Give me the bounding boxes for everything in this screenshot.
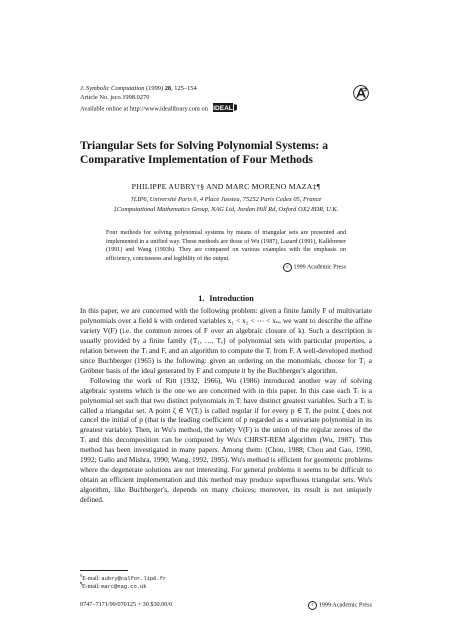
author-list: PHILIPPE AUBRY†§ AND MARC MORENO MAZA‡¶ — [131, 182, 321, 191]
abstract-copyright-text: 1999 Academic Press — [293, 264, 346, 271]
footnote-2-email: marc@nag.co.uk — [101, 583, 147, 590]
online-availability — [80, 103, 239, 115]
ideal-logo-text: IDEAL — [212, 104, 233, 112]
journal-year: (1999) — [146, 85, 164, 92]
footnote-2-label: E-mail: — [82, 583, 102, 590]
online-url-text: Available online at http://www.idealibrary.com on — [80, 105, 208, 113]
article-number: Article No. jsco.1998.0270 — [80, 94, 150, 102]
abstract-copyright — [106, 263, 346, 272]
footer-copyright — [308, 601, 372, 610]
abstract-text: Four methods for solving polynomial systems by means of triangular sets are presented and implemented in a unified way. These methods are those of Wu (1987), Lazard (1991), Kalkbrener (1991) and Wang (1993b). They are compared on various examples with the emphasis on efficiency, conciseness and legibility of the output. — [106, 230, 346, 262]
footnote-2 — [80, 580, 146, 592]
footnote-1-label: E-mail: — [82, 575, 102, 582]
ideal-logo — [213, 103, 239, 115]
footer-copyright-icon: c — [308, 601, 317, 610]
affiliation-2: ‡Computational Mathematics Group, NAG Ltd, Jordan Hill Rd, Oxford OX2 8DR, U.K. — [113, 206, 339, 213]
journal-volume: 28 — [164, 85, 172, 92]
abstract — [106, 229, 346, 272]
footnote-1-mark: § — [80, 573, 83, 578]
copyright-icon: c — [283, 263, 292, 272]
body-text — [80, 306, 372, 505]
journal-citation — [80, 84, 239, 93]
footnote-1-email: aubry@calfor.lip6.fr — [101, 575, 167, 582]
body-paragraph-1: In this paper, we are concerned with the following problem: given a finite family F of multivariate polynomials over a field k with ordered variables x₁ < x₂ < ⋯ < xₙ, we want to describe the affine variety V(F) (i.e. the common zeroes of F over an algebraic closure of k). Such a description is usually provided by a finite family {T₁, …, Tₑ} of polynomial sets with particular properties, a relation between the Tᵢ and F, and an algorithm to compute the Tᵢ from F. A well-developed method since Buchberger (1965) is the following: given an ordering on the monomials, choose for T₁ a Gröbner basis of the ideal generated by F and compute it by the Buchberger's algorithm. — [80, 306, 372, 375]
academic-press-logo — [353, 85, 369, 101]
journal-pages: , 125–154 — [171, 85, 197, 92]
body-paragraph-2: Following the work of Ritt (1932, 1966), Wu (1986) introduced another way of solving algebraic systems which is the one we are concerned with in this paper. In this case each Tᵢ is a polynomial set such that two distinct polynomials in Tᵢ have distinct greatest variables. Such a Tᵢ is called a triangular set. A point ζ ∈ V(Tᵢ) is called regular if for every p ∈ Tᵢ the point ζ does not cancel the initial of p (that is the leading coefficient of p regarded as a univariate polynomial in its greatest variable). Then, in Wu's method, the variety V(F) is the union of the regular zeroes of the Tᵢ and this decomposition can be computed by Wu's CHRST-REM algorithm (Wu, 1987). This method has been investigated in many papers. Among them: (Chou, 1988; Chou and Gao, 1990, 1992; Gallo and Mishra, 1990; Wang, 1992, 1995). Wu's method is efficient for geometric problems where the degenerate solutions are not interesting. For general problems it seems to be difficult to obtain an efficient implementation and this method may produce superfluous triangular sets. Wu's algorithm, like Buchberger's, depends on many choices; moreover, its result is not uniquely defined. — [80, 375, 372, 505]
footer-issn: 0747–7171/99/070125 + 30 $30.00/0 — [80, 601, 173, 608]
section-heading — [80, 294, 372, 303]
affiliation-1: †LIP6, Université Paris 6, 4 Place Jussieu, 75252 Paris Cedex 05, France — [130, 196, 322, 203]
section-number: 1. — [198, 294, 205, 303]
paper-title: Triangular Sets for Solving Polynomial Systems: a Comparative Implementation of Four Methods — [80, 139, 328, 166]
footnote-2-mark: ¶ — [80, 581, 83, 586]
footer-copyright-text: 1999 Academic Press — [318, 601, 372, 609]
section-title: Introduction — [209, 294, 254, 303]
footnote-rule — [80, 570, 128, 571]
journal-name: J. Symbolic Computation — [80, 85, 145, 92]
journal-header — [80, 84, 239, 115]
